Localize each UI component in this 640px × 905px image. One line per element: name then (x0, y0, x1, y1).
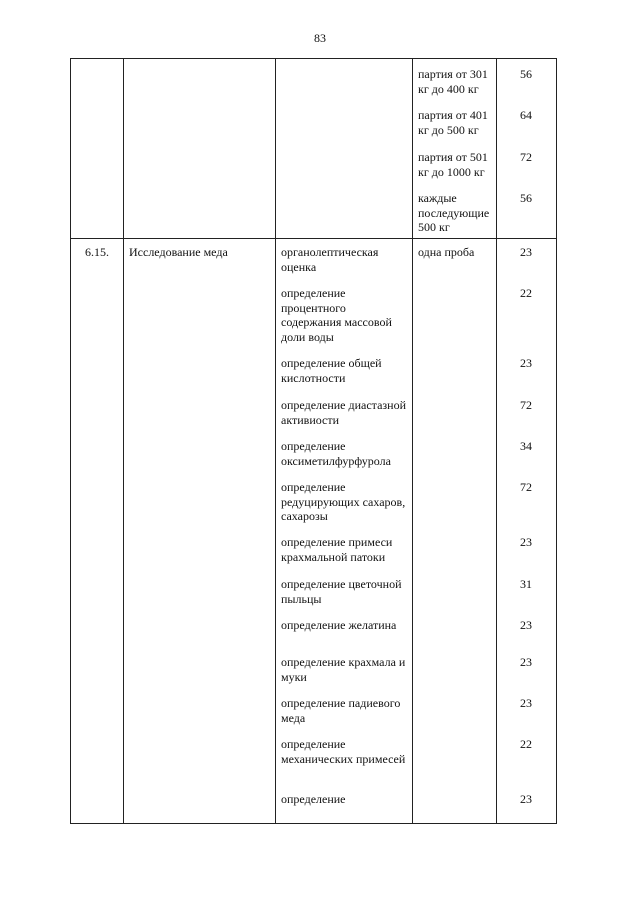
price-cell (497, 239, 557, 824)
price-value: 23 (520, 618, 532, 633)
test-label: органолептическая оценка (281, 245, 379, 274)
test-label: определение желатина (281, 618, 397, 633)
unit-cell (413, 59, 497, 239)
price-value: 23 (520, 655, 532, 670)
price-value: 72 (520, 480, 532, 495)
table-row-continuation (71, 59, 557, 239)
price-table (70, 58, 557, 824)
name-cell (124, 59, 276, 239)
item-number: 6.15. (85, 245, 109, 260)
name-cell (124, 239, 276, 824)
test-label: определение редуцирующих сахаров, сахарозы (281, 480, 406, 524)
test-label: определение механических примесей (281, 737, 406, 766)
test-label: определение (281, 792, 346, 807)
price-value: 34 (520, 439, 532, 454)
item-name: Исследование меда (129, 245, 228, 260)
price-value: 56 (520, 67, 532, 81)
unit-cell (413, 239, 497, 824)
page-number: 83 (314, 31, 326, 45)
number-cell (71, 239, 124, 824)
test-label: определение процентного содержания массовой доли воды (281, 286, 392, 344)
unit-text: партия от 401 кг до 500 кг (418, 108, 488, 137)
price-value: 23 (520, 696, 532, 711)
test-label: определение оксиметилфурфурола (281, 439, 391, 468)
price-value: 72 (520, 398, 532, 413)
price-value: 23 (520, 535, 532, 550)
table-row-6-15 (71, 239, 557, 824)
test-label: определение падиевого меда (281, 696, 401, 725)
price-value: 23 (520, 356, 532, 371)
test-cell (276, 59, 413, 239)
test-label: определение цветочной пыльцы (281, 577, 402, 606)
unit-text: партия от 301 кг до 400 кг (418, 67, 488, 96)
price-cell (497, 59, 557, 239)
price-value: 64 (520, 108, 532, 122)
unit-text: партия от 501 кг до 1000 кг (418, 150, 488, 179)
test-label: определение общей кислотности (281, 356, 382, 385)
unit-text: каждые последующие 500 кг (418, 191, 490, 234)
price-value: 72 (520, 150, 532, 164)
unit-text: одна проба (418, 245, 475, 260)
price-value: 22 (520, 737, 532, 752)
test-label: определение диастазной активиости (281, 398, 406, 427)
test-label: определение примеси крахмальной патоки (281, 535, 393, 564)
price-value: 56 (520, 191, 532, 205)
number-cell (71, 59, 124, 239)
price-value: 22 (520, 286, 532, 301)
price-value: 23 (520, 245, 532, 260)
test-cell (276, 239, 413, 824)
price-value: 31 (520, 577, 532, 592)
test-label: определение крахмала и муки (281, 655, 406, 684)
price-value: 23 (520, 792, 532, 807)
